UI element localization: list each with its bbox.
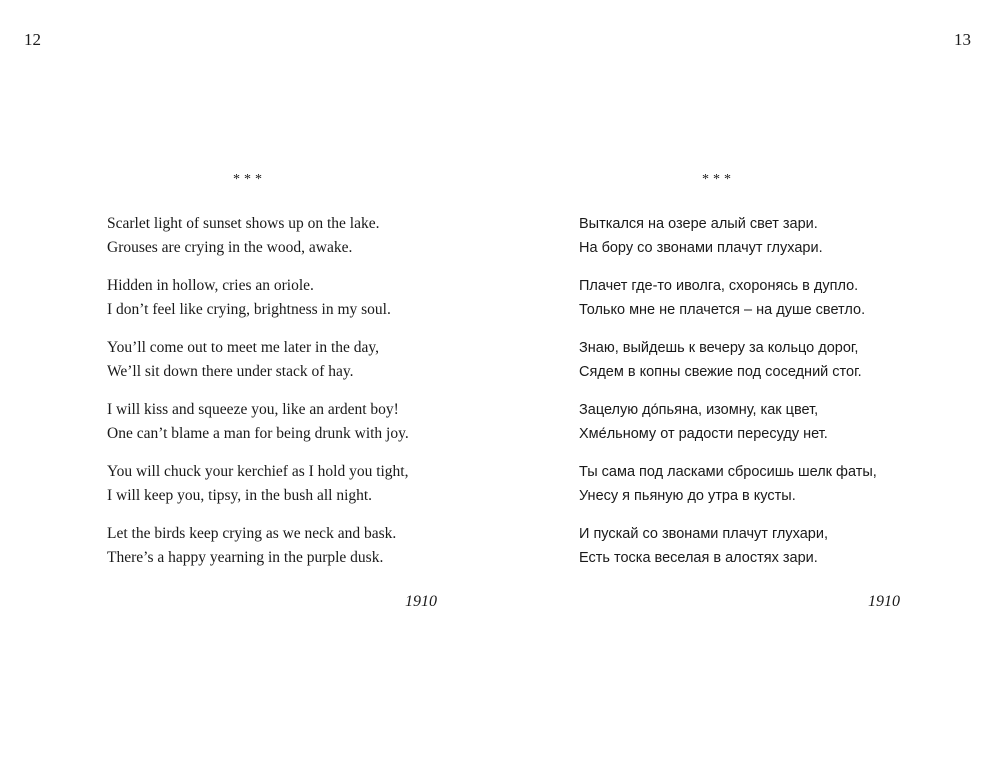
stanza <box>107 274 447 336</box>
poem-line: На бору со звонами плачут глухари. <box>579 240 823 256</box>
poem-line: Scarlet light of sunset shows up on the lake. <box>107 215 380 232</box>
poem-line: You’ll come out to meet me later in the day, <box>107 339 380 356</box>
stanza <box>107 212 447 274</box>
stanza <box>107 398 447 460</box>
stanza <box>107 522 447 584</box>
poem-line: There’s a happy yearning in the purple dusk. <box>107 549 384 566</box>
stanza <box>579 522 909 584</box>
page-number-left: 12 <box>24 30 41 49</box>
stanza <box>579 274 909 336</box>
poem-line: Сядем в копны свежие под соседний стог. <box>579 364 862 380</box>
stanza <box>579 336 909 398</box>
english-stanzas <box>107 212 447 584</box>
poem-line: Выткался на озере алый свет зари. <box>579 216 818 232</box>
poem-line: I will kiss and squeeze you, like an ardent boy! <box>107 401 399 418</box>
poem-line: Только мне не плачется – на душе светло. <box>579 302 866 318</box>
poem-line: Ты сама под ласками сбросишь шелк фаты, <box>579 464 877 480</box>
poem-line: I will keep you, tipsy, in the bush all night. <box>107 487 373 504</box>
poem-line: You will chuck your kerchief as I hold you tight, <box>107 463 409 480</box>
poem-line: One can’t blame a man for being drunk with joy. <box>107 425 409 442</box>
poem-line: Знаю, выйдешь к вечеру за кольцо дорог, <box>579 340 859 356</box>
poem-line: Есть тоска веселая в алостях зари. <box>579 550 818 566</box>
page-number-right: 13 <box>954 30 971 49</box>
poem-line: Хме́льному от радости пересуду нет. <box>579 426 828 442</box>
poem-line: И пускай со звонами плачут глухари, <box>579 526 828 542</box>
stanza <box>579 398 909 460</box>
poem-line: Плачет где-то иволга, схоронясь в дупло. <box>579 278 859 294</box>
poem-line: Let the birds keep crying as we neck and bask. <box>107 525 397 542</box>
stanza <box>579 460 909 522</box>
section-asterism: *** <box>233 172 266 187</box>
stanza <box>107 336 447 398</box>
poem-line: We’ll sit down there under stack of hay. <box>107 363 354 380</box>
poem-year: 1910 <box>868 593 900 610</box>
stanza <box>579 212 909 274</box>
poem-line: Зацелую до́пьяна, изомну, как цвет, <box>579 402 819 418</box>
poem-line: Grouses are crying in the wood, awake. <box>107 239 353 256</box>
poem-line: Hidden in hollow, cries an oriole. <box>107 277 314 294</box>
section-asterism: *** <box>702 172 735 187</box>
stanza <box>107 460 447 522</box>
poem-line: Унесу я пьяную до утра в кусты. <box>579 488 796 504</box>
poem-year: 1910 <box>405 593 437 610</box>
poem-line: I don’t feel like crying, brightness in my soul. <box>107 301 391 318</box>
russian-stanzas <box>579 212 909 584</box>
